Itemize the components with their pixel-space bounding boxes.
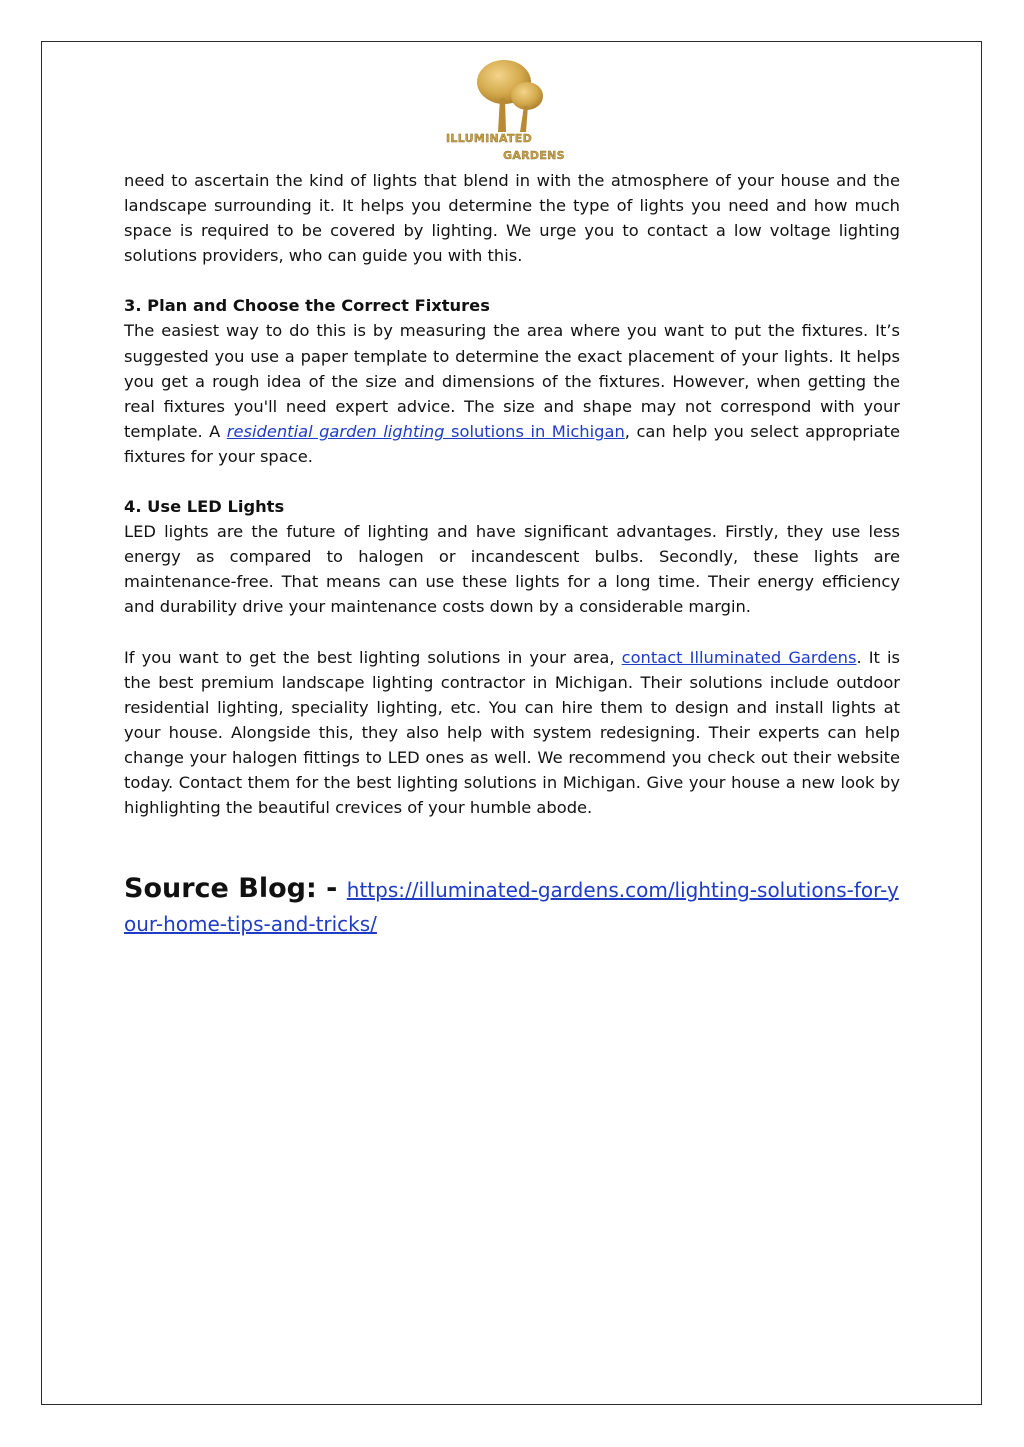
section-3-paragraph <box>124 318 900 469</box>
source-blog <box>124 872 900 942</box>
source-blog-link[interactable]: https://illuminated-gardens.com/lighting-solutions-for-your-home-tips-and-tricks/ <box>124 878 899 936</box>
section-4-paragraph: LED lights are the future of lighting and have significant advantages. Firstly, they use less energy as compared to halogen or incandescent bulbs. Secondly, these lights are maintenance-free. That means can use these lights for a long time. Their energy efficiency and durability drive your maintenance costs down by a considerable margin. <box>124 522 900 617</box>
source-blog-label: Source Blog: - <box>124 873 347 904</box>
article-body <box>124 168 900 820</box>
section-4-heading: 4. Use LED Lights <box>124 497 285 517</box>
contact-illuminated-gardens-link[interactable]: contact Illuminated Gardens <box>621 647 857 667</box>
closing-text-after: . It is the best premium landscape lighting contractor in Michigan. Their solutions include outdoor residential lighting, speciality lighting, etc. You can hire them to design and install lights at your house. Alongside this, they also help with system redesigning. Their experts can help change your halogen fittings to LED ones as well. We recommend you check out their website today. Contact them for the best lighting solutions in Michigan. Give your house a new look by highlighting the beautiful crevices of your humble abode. <box>124 647 901 818</box>
closing-paragraph <box>124 645 900 821</box>
section-3-text-after: , can help you select appropriate fixtures for your space. <box>124 421 900 466</box>
logo-text-gardens: GARDENS <box>503 149 565 162</box>
section-3-text: The easiest way to do this is by measuring the area where you want to put the fixtures. It’s suggested you use a paper template to determine the exact placement of your lights. It helps you get a rough idea of the size and dimensions of the fixtures. However, when getting the real fixtures you'll need expert advice. The size and shape may not correspond with your template. A <box>124 321 900 441</box>
link-italic-text: residential garden lighting <box>226 421 445 441</box>
closing-text: If you want to get the best lighting solutions in your area, <box>124 647 622 667</box>
intro-paragraph: need to ascertain the kind of lights that blend in with the atmosphere of your house and the landscape surrounding it. It helps you determine the type of lights you need and how much space is required to be covered by lighting. We urge you to contact a low voltage lighting solutions providers, who can guide you with this. <box>124 171 900 266</box>
logo-text-illuminated: ILLUMINATED <box>446 132 533 145</box>
residential-garden-lighting-link[interactable] <box>227 422 625 441</box>
section-3-heading: 3. Plan and Choose the Correct Fixtures <box>124 296 490 316</box>
link-rest-text: solutions in Michigan <box>444 421 625 441</box>
